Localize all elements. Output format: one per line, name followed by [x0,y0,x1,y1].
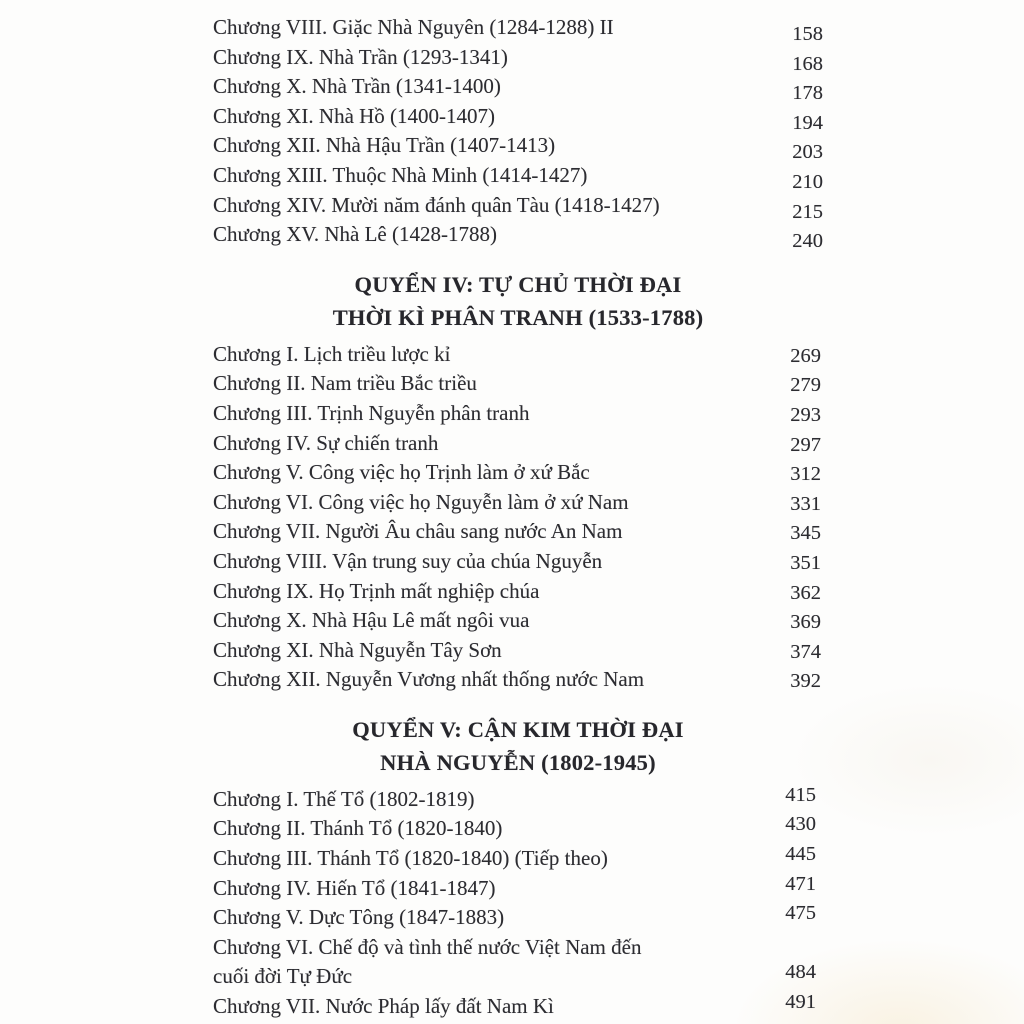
toc-entry [213,102,823,132]
entry-page-number: 168 [792,52,823,75]
section-heading-line: QUYỂN IV: TỰ CHỦ THỜI ĐẠI [354,271,682,297]
section-entries [213,340,823,695]
entry-title: Chương XII. Nguyễn Vương nhất thống nước Nam [213,667,645,692]
entry-title: Chương IV. Sự chiến tranh [213,430,439,455]
entry-title: Chương X. Nhà Trần (1341-1400) [213,74,501,99]
entry-title: Chương I. Lịch triều lược kỉ [213,341,451,366]
toc-entry [213,43,823,73]
toc-entry [213,547,823,577]
entry-title-block [213,458,776,488]
entry-title-block [213,131,778,161]
entry-title: Chương VI. Công việc họ Nguyễn làm ở xứ Nam [213,489,629,514]
section-heading [213,268,823,334]
entry-page-number: 345 [790,522,821,545]
entry-page-number: 374 [790,640,821,663]
entry-title-block [213,340,776,370]
toc-entry [213,606,823,636]
entry-title-block [213,814,771,844]
toc-entry [213,369,823,399]
entry-title-block [213,488,776,518]
entry-page-number: 297 [790,433,821,456]
toc-entry [213,220,823,253]
section-heading [213,713,823,779]
toc-entry [213,458,823,488]
entry-title-block [213,665,776,695]
entry-title-block [213,220,778,250]
toc-entry [213,13,823,43]
entry-page-number: 279 [790,374,821,397]
entry-title-block [213,191,778,221]
entry-title-block [213,992,771,1022]
entry-title: Chương X. Nhà Hậu Lê mất ngôi vua [213,608,530,633]
entry-page-number: 293 [790,403,821,426]
entry-title-block [213,636,776,666]
entry-page-number: 269 [790,344,821,367]
entry-page-number: 362 [790,581,821,604]
toc-entry [213,992,823,1022]
entry-title: Chương IX. Họ Trịnh mất nghiệp chúa [213,578,540,603]
entry-title: Chương VIII. Vận trung suy của chúa Nguyễn [213,548,603,573]
entry-title: Chương IV. Hiến Tổ (1841-1847) [213,875,496,900]
entry-title-block [213,161,778,191]
entry-page-number: 158 [792,23,823,45]
section-entries [213,13,823,253]
entry-page-number: 240 [792,230,823,253]
toc-entry [213,844,823,874]
toc-entry [213,399,823,429]
entry-title: Chương XIV. Mười năm đánh quân Tàu (1418-1427) [213,192,660,217]
entry-title: Chương V. Dực Tông (1847-1883) [213,905,505,930]
entry-title: Chương V. Công việc họ Trịnh làm ở xứ Bắc [213,460,590,485]
toc-entry [213,340,823,370]
entry-page-number: 392 [790,670,821,693]
entry-page-number: 415 [785,783,816,806]
entry-title-block [213,785,771,815]
toc-entry [213,517,823,547]
entry-page-number: 194 [792,111,823,134]
entry-title-block [213,43,778,73]
entry-title-block [213,399,776,429]
toc-entry [213,577,823,607]
toc-section [213,13,823,253]
toc-entry [213,665,823,695]
entry-page-number: 178 [792,82,823,105]
section-heading-line: THỜI KÌ PHÂN TRANH (1533-1788) [332,304,704,330]
entry-title: Chương II. Thánh Tổ (1820-1840) [213,816,503,841]
entry-title-block [213,13,778,43]
toc-section [213,713,823,1022]
entry-page-number: 475 [785,902,816,925]
entry-title: Chương II. Nam triều Bắc triều [213,371,477,396]
toc-section [213,268,823,695]
toc-page [213,13,823,1022]
entry-title-block [213,102,778,132]
entry-title-block [213,547,776,577]
toc-entry [213,785,823,815]
entry-title: Chương XII. Nhà Hậu Trần (1407-1413) [213,133,556,158]
entry-title: Chương VI. Chế độ và tình thế nước Việt Nam đến [213,934,642,959]
section-entries [213,785,823,1022]
entry-title: Chương IX. Nhà Trần (1293-1341) [213,44,508,69]
section-heading-line: NHÀ NGUYỄN (1802-1945) [380,749,656,775]
entry-title-block [213,369,776,399]
entry-title: Chương XIII. Thuộc Nhà Minh (1414-1427) [213,162,588,187]
entry-title: Chương III. Trịnh Nguyễn phân tranh [213,400,530,425]
entry-title-block [213,903,771,933]
toc-entry [213,161,823,191]
entry-title-block [213,577,776,607]
entry-title-block [213,72,778,102]
entry-page-number: 215 [792,200,823,223]
entry-title: Chương VII. Nước Pháp lấy đất Nam Kì [213,994,554,1019]
entry-title: Chương III. Thánh Tổ (1820-1840) (Tiếp theo) [213,846,608,871]
entry-title-block [213,606,776,636]
entry-title: Chương VIII. Giặc Nhà Nguyên (1284-1288) II [213,15,614,39]
toc-entry [213,933,823,992]
entry-page-number: 312 [790,463,821,486]
entry-title-line2: cuối đời Tự Đức [213,964,353,989]
toc-entry [213,903,823,933]
entry-page-number: 210 [792,170,823,193]
entry-page-number: 471 [785,872,816,895]
toc-entry [213,131,823,164]
entry-title-block [213,933,771,992]
toc-entry [213,636,823,666]
toc-entry [213,874,823,904]
entry-title: Chương XV. Nhà Lê (1428-1788) [213,222,497,247]
entry-page-number: 491 [785,991,816,1014]
section-heading-line: QUYỂN V: CẬN KIM THỜI ĐẠI [352,716,684,742]
entry-page-number: 331 [790,492,821,515]
entry-title: Chương XI. Nhà Nguyễn Tây Sơn [213,637,502,662]
entry-title-block [213,517,776,547]
entry-page-number: 351 [790,551,821,574]
entry-page-number: 445 [785,843,816,866]
toc-entry [213,191,823,221]
toc-entry [213,488,823,518]
entry-title-block [213,844,771,874]
toc-entry [213,814,823,844]
entry-page-number: 484 [785,961,816,984]
entry-page-number: 203 [792,141,823,164]
entry-title: Chương I. Thế Tổ (1802-1819) [213,786,475,811]
entry-page-number: 430 [785,813,816,836]
entry-title-block [213,429,776,459]
entry-title-block [213,874,771,904]
toc-entry [213,72,823,105]
entry-page-number: 369 [790,611,821,634]
entry-title: Chương VII. Người Âu châu sang nước An Nam [213,519,623,544]
entry-title: Chương XI. Nhà Hồ (1400-1407) [213,103,496,128]
toc-entry [213,429,823,459]
